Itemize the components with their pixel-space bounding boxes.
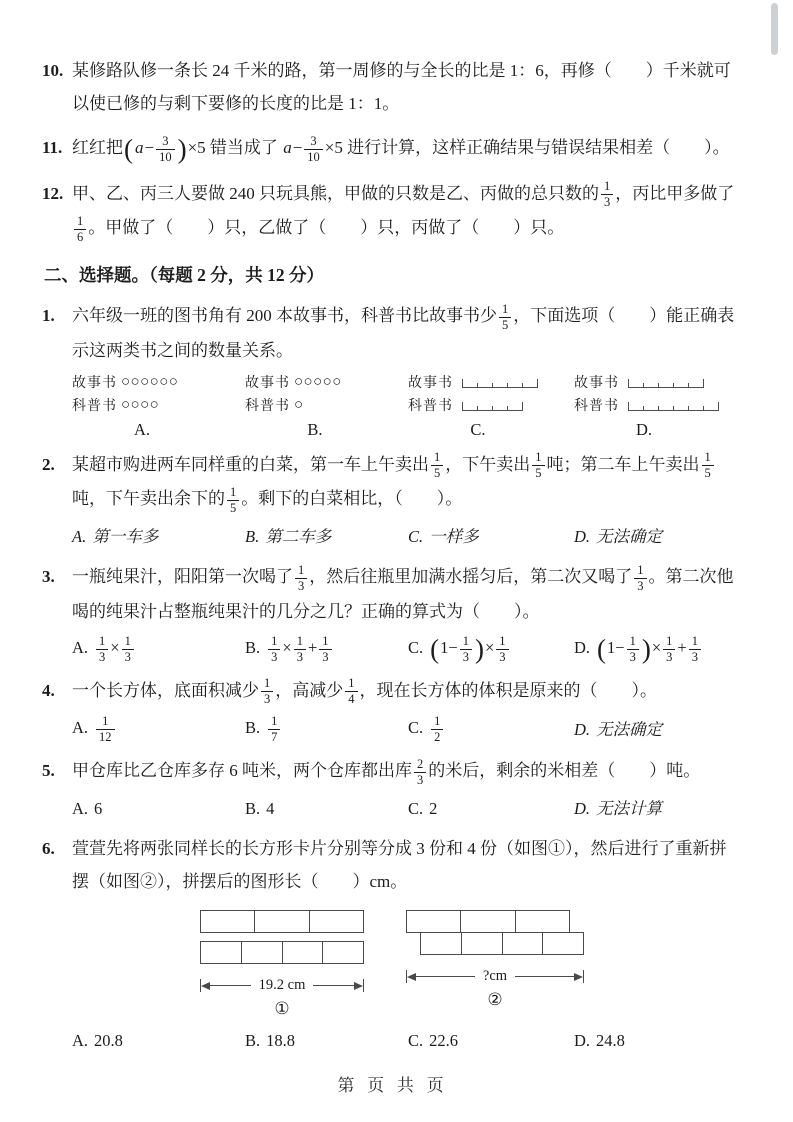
diagram-group-A — [72, 371, 245, 440]
question-number: 5. — [42, 761, 55, 781]
fraction — [304, 134, 323, 165]
figure-caption: ② — [487, 990, 503, 1010]
diagram-row — [574, 394, 743, 417]
tick-segment — [643, 406, 658, 411]
question-3 — [42, 560, 743, 665]
question-body — [72, 832, 743, 1057]
page-footer: 第 页 共 页 — [337, 1075, 448, 1095]
fraction — [227, 485, 239, 516]
fraction — [345, 676, 357, 707]
fraction-numerator: 3 — [156, 134, 175, 150]
option-B — [245, 712, 408, 746]
option-B: B. 4 — [245, 798, 275, 818]
fraction-denominator: 3 — [691, 649, 698, 664]
fraction-numerator: 1 — [96, 634, 108, 650]
fraction-numerator: 1 — [496, 634, 508, 650]
tick-segment — [628, 379, 643, 388]
option-C: C. (1− $\frac{1}{3}$ )× $\frac{1}{3}$ — [408, 632, 574, 666]
question-body — [72, 754, 743, 824]
fraction — [601, 179, 613, 210]
tick-bar — [628, 400, 719, 411]
fraction-numerator: 1 — [294, 634, 306, 650]
fraction — [496, 634, 508, 665]
book-type-label: 故事书 — [245, 376, 290, 392]
option-label: A. — [72, 798, 89, 818]
option-A: A. $\frac{1}{3}$ × $\frac{1}{3}$ — [72, 632, 245, 666]
arrowhead-right-icon — [354, 982, 363, 990]
arrowhead-left-icon — [201, 982, 210, 990]
fraction — [431, 450, 443, 481]
measure-line — [313, 985, 354, 986]
card-segment — [242, 942, 283, 963]
fraction-numerator: 1 — [431, 450, 443, 466]
option-label: A. — [72, 718, 89, 738]
card-segment — [461, 911, 515, 932]
question-text: 红红把( a− $\frac{3}{10}$ )×5 错当成了 a− $\frac{3}{10}$ ×5 进行计算，这样正确结果与错误结果相差（ ）。 — [72, 133, 730, 165]
tick-segment — [477, 383, 492, 388]
option-D: D. 24.8 — [574, 1031, 625, 1051]
option-label: D. — [574, 638, 591, 658]
question-6 — [42, 832, 743, 1057]
tick-segment — [492, 406, 507, 411]
fraction-numerator: 1 — [627, 634, 639, 650]
diagram-row — [408, 371, 574, 394]
fraction — [431, 714, 443, 745]
options-row — [72, 521, 743, 552]
option-D: D. 无法确定 — [574, 719, 663, 739]
fill-in-questions-section — [42, 54, 743, 246]
fraction-numerator: 1 — [702, 450, 714, 466]
fraction-numerator: 1 — [634, 563, 646, 579]
measure-end-tick — [583, 970, 584, 983]
option-B: B. 第二车多 — [245, 526, 332, 546]
big-paren-close: ) — [641, 634, 651, 665]
book-type-label: 故事书 — [408, 376, 453, 392]
question-body — [72, 177, 743, 246]
figure-① — [200, 910, 364, 1019]
fraction-denominator: 3 — [124, 649, 131, 664]
tick-bar — [628, 377, 704, 388]
book-type-label: 科普书 — [574, 399, 619, 415]
question-number: 4. — [42, 680, 55, 700]
q1-options-diagram — [72, 371, 743, 440]
big-paren-close: ) — [177, 134, 187, 165]
measure-line — [416, 976, 475, 977]
question-body — [72, 448, 743, 553]
fraction-numerator: 2 — [414, 757, 426, 773]
question-2 — [42, 448, 743, 553]
tick-segment — [522, 383, 537, 388]
fraction-denominator: 3 — [271, 649, 278, 664]
options-row — [72, 632, 743, 666]
book-type-label: 科普书 — [245, 399, 290, 415]
math-variable: a — [283, 138, 292, 158]
fraction-denominator: 3 — [499, 649, 506, 664]
question-body — [72, 54, 743, 120]
q6-figures — [200, 910, 743, 1019]
fraction-denominator: 6 — [77, 230, 84, 245]
option-label: D. — [574, 719, 591, 739]
fraction-numerator: 1 — [431, 714, 443, 730]
fraction-numerator: 1 — [689, 634, 701, 650]
option-label: A. — [72, 1031, 89, 1051]
fraction — [689, 634, 701, 665]
measure-line — [210, 985, 251, 986]
big-paren-open: ( — [124, 134, 133, 165]
fraction-denominator: 12 — [99, 730, 112, 745]
fraction-numerator: 1 — [268, 714, 280, 730]
circle-icons: ○ — [294, 396, 304, 413]
book-type-label: 科普书 — [72, 399, 117, 415]
tick-segment — [673, 406, 688, 411]
tick-segment — [658, 383, 673, 388]
card-segment — [283, 942, 324, 963]
option-C — [408, 712, 574, 746]
fraction-numerator: 1 — [345, 676, 357, 692]
book-type-label: 故事书 — [72, 376, 117, 392]
diagram-row — [245, 394, 408, 417]
fraction-numerator: 1 — [601, 179, 613, 195]
tick-segment — [688, 383, 703, 388]
fraction-numerator: 1 — [499, 302, 511, 318]
circle-icons: ○○○○○ — [294, 373, 342, 390]
option-label: C. — [408, 718, 424, 738]
option-B: B. $\frac{1}{3}$ × $\frac{1}{3}$ + $\frac{1}{3}$ — [245, 632, 408, 666]
fraction-denominator: 10 — [159, 149, 172, 164]
option-label: D. — [574, 526, 591, 546]
tick-segment — [492, 383, 507, 388]
tick-segment — [628, 402, 643, 411]
figure-② — [406, 910, 584, 1019]
fraction — [294, 634, 306, 665]
card-segment — [310, 911, 363, 932]
diagram-group-D — [574, 371, 743, 440]
question-body — [72, 131, 743, 166]
fraction-numerator: 1 — [532, 450, 544, 466]
question-5 — [42, 754, 743, 824]
fraction-denominator: 4 — [348, 692, 355, 707]
question-number: 11. — [42, 138, 63, 158]
question-text: 甲、乙、丙三人要做 240 只玩具熊，甲做的只数是乙、丙做的总只数的 $\frac{1}{3}$ ，丙比甲多做了 $\frac{1}{6}$ 。甲做了（ ）只，乙做了（ ）只，丙做了（ ）只。 — [72, 179, 735, 245]
choice-questions-section — [42, 299, 743, 1057]
question-1 — [42, 299, 743, 440]
option-D: D. 无法计算 — [574, 798, 663, 818]
question-12 — [42, 177, 743, 246]
question-text: 某修路队修一条长 24 千米的路，第一周修的与全长的比是 1：6，再修（ ）千米就可以使已修的与剩下要修的长度的比是 1：1。 — [72, 61, 731, 114]
fraction-numerator: 1 — [319, 634, 331, 650]
big-paren-open: ( — [597, 634, 607, 665]
tick-end — [718, 402, 719, 411]
question-number: 10. — [42, 61, 64, 80]
fraction — [663, 634, 675, 665]
fraction-denominator: 5 — [535, 466, 542, 481]
option-D: D. (1− $\frac{1}{3}$ )× $\frac{1}{3}$ + $\frac{1}{3}$ — [574, 632, 743, 666]
tick-bar — [462, 377, 538, 388]
fraction-numerator: 1 — [122, 634, 134, 650]
card-bar — [406, 910, 570, 933]
arrowhead-right-icon — [574, 973, 583, 981]
measure-arrow — [200, 977, 364, 994]
option-label: D. — [574, 798, 591, 818]
card-segment — [462, 933, 503, 954]
fraction — [268, 634, 280, 665]
option-label: C. — [408, 1031, 424, 1051]
option-label: A. — [133, 419, 151, 439]
tick-segment — [643, 383, 658, 388]
fraction-denominator: 3 — [298, 578, 305, 593]
measure-line — [515, 976, 574, 977]
diagram-row — [72, 394, 245, 417]
circle-icons: ○○○○ — [121, 396, 160, 413]
option-label: C. — [408, 526, 424, 546]
option-label: B. — [307, 419, 323, 439]
option-label: C. — [408, 638, 424, 658]
fraction-denominator: 5 — [230, 500, 237, 515]
fraction-denominator: 3 — [417, 772, 424, 787]
fraction-denominator: 3 — [604, 195, 611, 210]
circle-icons: ○○○○○○ — [121, 373, 179, 390]
fraction-denominator: 3 — [666, 649, 673, 664]
fraction-numerator: 1 — [663, 634, 675, 650]
card-bar — [420, 932, 584, 955]
fraction — [96, 714, 115, 745]
option-label: B. — [245, 638, 261, 658]
big-paren-open: ( — [430, 634, 440, 665]
card-segment — [503, 933, 544, 954]
options-row — [72, 793, 743, 824]
tick-segment — [462, 402, 477, 411]
question-number: 3. — [42, 567, 55, 587]
tick-segment — [688, 406, 703, 411]
question-body — [72, 299, 743, 440]
option-label: B. — [245, 1031, 261, 1051]
fraction-denominator: 3 — [296, 649, 303, 664]
tick-segment — [462, 379, 477, 388]
diagram-group-B — [245, 371, 408, 440]
tick-segment — [477, 406, 492, 411]
math-variable: a — [135, 138, 144, 158]
question-text: 六年级一班的图书角有 200 本故事书，科普书比故事书少 $\frac{1}{5}$ ，下面选项（ ）能正确表示这两类书之间的数量关系。 — [72, 301, 735, 360]
fraction-numerator: 3 — [304, 134, 323, 150]
measure-text: ?cm — [482, 968, 508, 985]
option-C: C. 一样多 — [408, 526, 479, 546]
fraction — [122, 634, 134, 665]
option-label: D. — [635, 419, 653, 439]
option-label: C. — [408, 798, 424, 818]
question-text: 某超市购进两车同样重的白菜，第一车上午卖出 $\frac{1}{5}$ ，下午卖出 $\frac{1}{5}$ 吨；第二车上午卖出 $\frac{1}{5}$ 吨，下午卖出余下的 $\frac{1}{5}$ 。剩下的白菜相比，（ ）。 — [72, 448, 743, 517]
fraction-numerator: 1 — [227, 485, 239, 501]
fraction — [74, 214, 86, 245]
option-A: A. 20.8 — [72, 1031, 123, 1051]
diagram-row — [574, 371, 743, 394]
question-number: 2. — [42, 454, 55, 474]
fraction — [261, 676, 273, 707]
fraction — [634, 563, 646, 594]
fraction — [702, 450, 714, 481]
tick-end — [522, 402, 523, 411]
big-paren-close: ) — [474, 634, 484, 665]
tick-segment — [507, 406, 522, 411]
fraction — [499, 302, 511, 333]
fraction-denominator: 5 — [704, 466, 711, 481]
option-C: C. 2 — [408, 798, 438, 818]
fraction-denominator: 10 — [307, 149, 320, 164]
option-C: C. 22.6 — [408, 1031, 459, 1051]
card-segment — [323, 942, 363, 963]
fraction-denominator: 3 — [629, 649, 636, 664]
question-text: 一个长方体，底面积减少 $\frac{1}{3}$ ，高减少 $\frac{1}{4}$ ，现在长方体的体积是原来的（ ）。 — [72, 676, 657, 707]
option-label: C. — [470, 419, 486, 439]
options-row — [72, 712, 743, 746]
option-A: A. 第一车多 — [72, 526, 159, 546]
question-body — [72, 560, 743, 665]
fraction — [156, 134, 175, 165]
option-label: B. — [245, 526, 260, 546]
option-D: D. 无法确定 — [574, 526, 663, 546]
fraction-numerator: 1 — [268, 634, 280, 650]
fraction-numerator: 1 — [261, 676, 273, 692]
tick-segment — [673, 383, 688, 388]
arrowhead-left-icon — [407, 973, 416, 981]
diagram-row — [72, 371, 245, 394]
fraction-numerator: 1 — [96, 714, 115, 730]
option-label: D. — [574, 1031, 591, 1051]
card-segment — [255, 911, 309, 932]
fraction-denominator: 3 — [462, 649, 469, 664]
fraction — [627, 634, 639, 665]
fraction — [414, 757, 426, 788]
section-heading: 二、选择题。（每题 2 分，共 12 分） — [44, 265, 324, 286]
fraction-numerator: 1 — [460, 634, 472, 650]
question-text: 萱萱先将两张同样长的长方形卡片分别等分成 3 份和 4 份（如图①），然后进行了重新拼摆（如图②），拼摆后的图形长（ ）cm。 — [72, 839, 727, 892]
option-label: B. — [245, 718, 261, 738]
tick-segment — [507, 383, 522, 388]
tick-bar — [462, 400, 523, 411]
fraction-denominator: 3 — [99, 649, 106, 664]
fraction-denominator: 3 — [637, 578, 644, 593]
measure-text: 19.2 cm — [258, 977, 306, 994]
figure-caption: ① — [274, 999, 290, 1019]
book-type-label: 故事书 — [574, 376, 619, 392]
card-segment — [407, 911, 461, 932]
question-body — [72, 674, 743, 746]
diagram-row — [408, 394, 574, 417]
option-A: A. 6 — [72, 798, 103, 818]
fraction — [268, 714, 280, 745]
fraction-denominator: 3 — [322, 649, 329, 664]
question-text: 一瓶纯果汁，阳阳第一次喝了 $\frac{1}{3}$ ，然后往瓶里加满水摇匀后，第二次又喝了 $\frac{1}{3}$ 。第二次他喝的纯果汁占整瓶纯果汁的几分之几？正确的算式为（ ）。 — [72, 562, 734, 621]
fraction-numerator: 1 — [74, 214, 86, 230]
card-segment — [201, 911, 255, 932]
card-segment — [201, 942, 242, 963]
tick-end — [703, 379, 704, 388]
fraction — [295, 563, 307, 594]
question-11 — [42, 131, 743, 166]
fraction — [96, 634, 108, 665]
question-4 — [42, 674, 743, 746]
scrollbar-thumb[interactable] — [771, 3, 778, 55]
option-label: A. — [72, 638, 89, 658]
question-number: 6. — [42, 839, 55, 859]
fraction-numerator: 1 — [295, 563, 307, 579]
fraction — [319, 634, 331, 665]
option-B: B. 18.8 — [245, 1031, 296, 1051]
measure-end-tick — [363, 979, 364, 992]
question-10 — [42, 54, 743, 120]
fraction-denominator: 7 — [271, 730, 278, 745]
card-segment — [421, 933, 462, 954]
tick-end — [537, 379, 538, 388]
fraction — [460, 634, 472, 665]
question-text: 甲仓库比乙仓库多存 6 吨米，两个仓库都出库 $\frac{2}{3}$ 的米后，剩余的米相差（ ）吨。 — [72, 756, 701, 787]
card-bar — [200, 910, 364, 933]
fraction-denominator: 5 — [502, 317, 509, 332]
card-segment — [543, 933, 583, 954]
fraction-denominator: 2 — [434, 730, 441, 745]
book-type-label: 科普书 — [408, 399, 453, 415]
options-row — [72, 1025, 743, 1056]
option-label: B. — [245, 798, 261, 818]
measure-arrow — [406, 968, 584, 985]
fraction-denominator: 3 — [264, 692, 271, 707]
fraction-denominator: 5 — [434, 466, 441, 481]
tick-segment — [703, 406, 718, 411]
diagram-row — [245, 371, 408, 394]
option-A — [72, 712, 245, 746]
fraction — [532, 450, 544, 481]
card-bar — [200, 941, 364, 964]
question-number: 1. — [42, 306, 55, 326]
option-label: A. — [72, 526, 87, 546]
diagram-group-C — [408, 371, 574, 440]
tick-segment — [658, 406, 673, 411]
card-segment — [516, 911, 569, 932]
question-number: 12. — [42, 183, 64, 203]
